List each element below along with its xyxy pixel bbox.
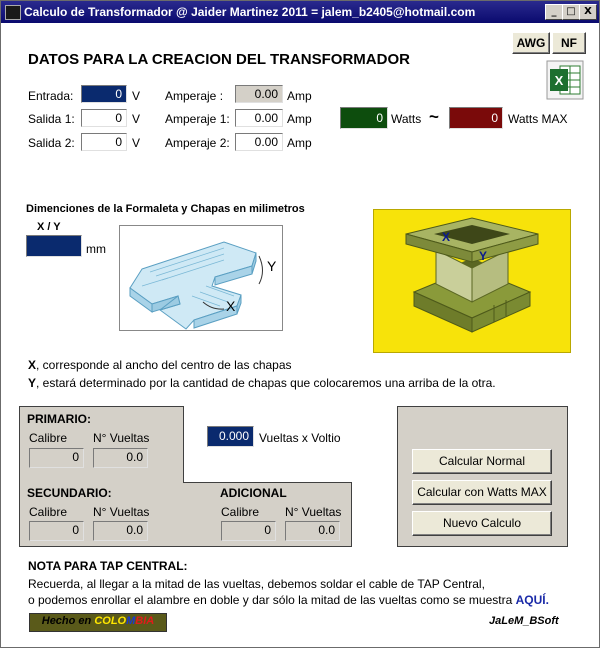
xy-label: X / Y	[37, 221, 61, 233]
minimize-button[interactable]: _	[545, 4, 563, 20]
tap-title: NOTA PARA TAP CENTRAL:	[28, 559, 188, 573]
amperaje1-label: Amperaje 1:	[165, 112, 230, 126]
window-title: Calculo de Transformador @ Jaider Martinez 2011 = jalem_b2405@hotmail.com	[24, 5, 476, 19]
secundario-calibre-output: 0	[29, 521, 84, 541]
aqui-link[interactable]: AQUÍ.	[515, 593, 549, 607]
excel-icon[interactable]	[546, 60, 584, 100]
hecho-en-text: Hecho en	[41, 615, 92, 627]
amperaje-output: 0.00	[235, 85, 283, 103]
salida1-unit: V	[132, 112, 141, 126]
amperaje2-input[interactable]: 0.00	[235, 133, 283, 151]
watts-label: Watts	[391, 112, 422, 126]
note-y	[28, 376, 496, 390]
nf-button[interactable]: NF	[552, 32, 586, 54]
calcular-watts-max-button[interactable]: Calcular con Watts MAX	[412, 480, 552, 505]
dimension-unit: mm	[86, 242, 106, 256]
amperaje2-unit: Amp	[287, 136, 312, 150]
page-title: DATOS PARA LA CREACION DEL TRANSFORMADOR	[28, 51, 410, 68]
note-x-bold: X	[28, 358, 37, 372]
diagram-x-label: X	[226, 298, 236, 314]
entrada-input[interactable]: 0	[81, 85, 127, 103]
primario-vueltas-output: 0.0	[93, 448, 148, 468]
adicional-title: ADICIONAL	[220, 486, 287, 500]
awg-button[interactable]: AWG	[512, 32, 550, 54]
app-icon	[5, 5, 21, 20]
dimensions-title: Dimenciones de la Formaleta y Chapas en milimetros	[26, 203, 305, 215]
watts-max-output: 0	[449, 107, 503, 129]
note-x	[28, 358, 292, 372]
hecho-en-colombia-badge	[29, 613, 167, 632]
tap-line2-text: o podemos enrollar el alambre en doble y dar sólo la mitad de las vueltas como se muestra	[28, 593, 513, 607]
badge-m: M	[126, 615, 136, 627]
adicional-vueltas-label: N° Vueltas	[285, 505, 342, 519]
nuevo-calculo-button[interactable]: Nuevo Calculo	[412, 511, 552, 536]
badge-bia: BIA	[135, 615, 155, 627]
calcular-normal-button[interactable]: Calcular Normal	[412, 449, 552, 474]
diagram-y-label: Y	[267, 258, 277, 274]
maximize-button[interactable]: □	[562, 4, 580, 20]
primario-title: PRIMARIO:	[27, 412, 91, 426]
entrada-label: Entrada:	[28, 89, 74, 103]
primario-calibre-output: 0	[29, 448, 84, 468]
vueltas-x-voltio-output: 0.000	[207, 426, 254, 447]
secundario-vueltas-label: N° Vueltas	[93, 505, 150, 519]
badge-lo: LO	[110, 615, 127, 627]
badge-co: CO	[94, 615, 111, 627]
watts-max-label: Watts MAX	[508, 112, 568, 126]
primario-calibre-label: Calibre	[29, 431, 68, 445]
title-bar	[1, 1, 599, 23]
note-x-text: , corresponde al ancho del centro de las chapas	[36, 358, 292, 372]
salida2-unit: V	[132, 136, 141, 150]
photo-x-label: X	[442, 230, 451, 244]
bobbin-photo	[373, 209, 571, 353]
adicional-calibre-label: Calibre	[221, 505, 260, 519]
secundario-title: SECUNDARIO:	[27, 486, 112, 500]
amperaje2-label: Amperaje 2:	[165, 136, 230, 150]
secundario-vueltas-output: 0.0	[93, 521, 148, 541]
svg-text:X: X	[554, 73, 564, 88]
salida1-input[interactable]: 0	[81, 109, 127, 127]
tap-line2	[28, 593, 549, 607]
watts-output: 0	[340, 107, 388, 129]
close-button[interactable]: X	[579, 4, 597, 20]
secundario-calibre-label: Calibre	[29, 505, 68, 519]
tap-line1: Recuerda, al llegar a la mitad de las vueltas, debemos soldar el cable de TAP Central,	[28, 577, 485, 591]
salida2-label: Salida 2:	[28, 136, 75, 150]
entrada-unit: V	[132, 89, 141, 103]
amperaje1-input[interactable]: 0.00	[235, 109, 283, 127]
tilde-separator: ~	[429, 107, 439, 126]
adicional-calibre-output: 0	[221, 521, 276, 541]
note-y-bold: Y	[28, 376, 37, 390]
salida2-input[interactable]: 0	[81, 133, 127, 151]
note-y-text: , estará determinado por la cantidad de chapas que colocaremos una arriba de la otra.	[36, 376, 496, 390]
core-diagram	[119, 225, 283, 331]
photo-y-label: Y	[479, 249, 488, 263]
amperaje-label: Amperaje :	[165, 89, 224, 103]
vueltas-x-voltio-label: Vueltas x Voltio	[259, 431, 341, 445]
brand-label: JaLeM_BSoft	[489, 615, 559, 627]
primario-vueltas-label: N° Vueltas	[93, 431, 150, 445]
salida1-label: Salida 1:	[28, 112, 75, 126]
adicional-vueltas-output: 0.0	[285, 521, 340, 541]
amperaje-unit: Amp	[287, 89, 312, 103]
dimension-input[interactable]	[26, 235, 82, 257]
amperaje1-unit: Amp	[287, 112, 312, 126]
